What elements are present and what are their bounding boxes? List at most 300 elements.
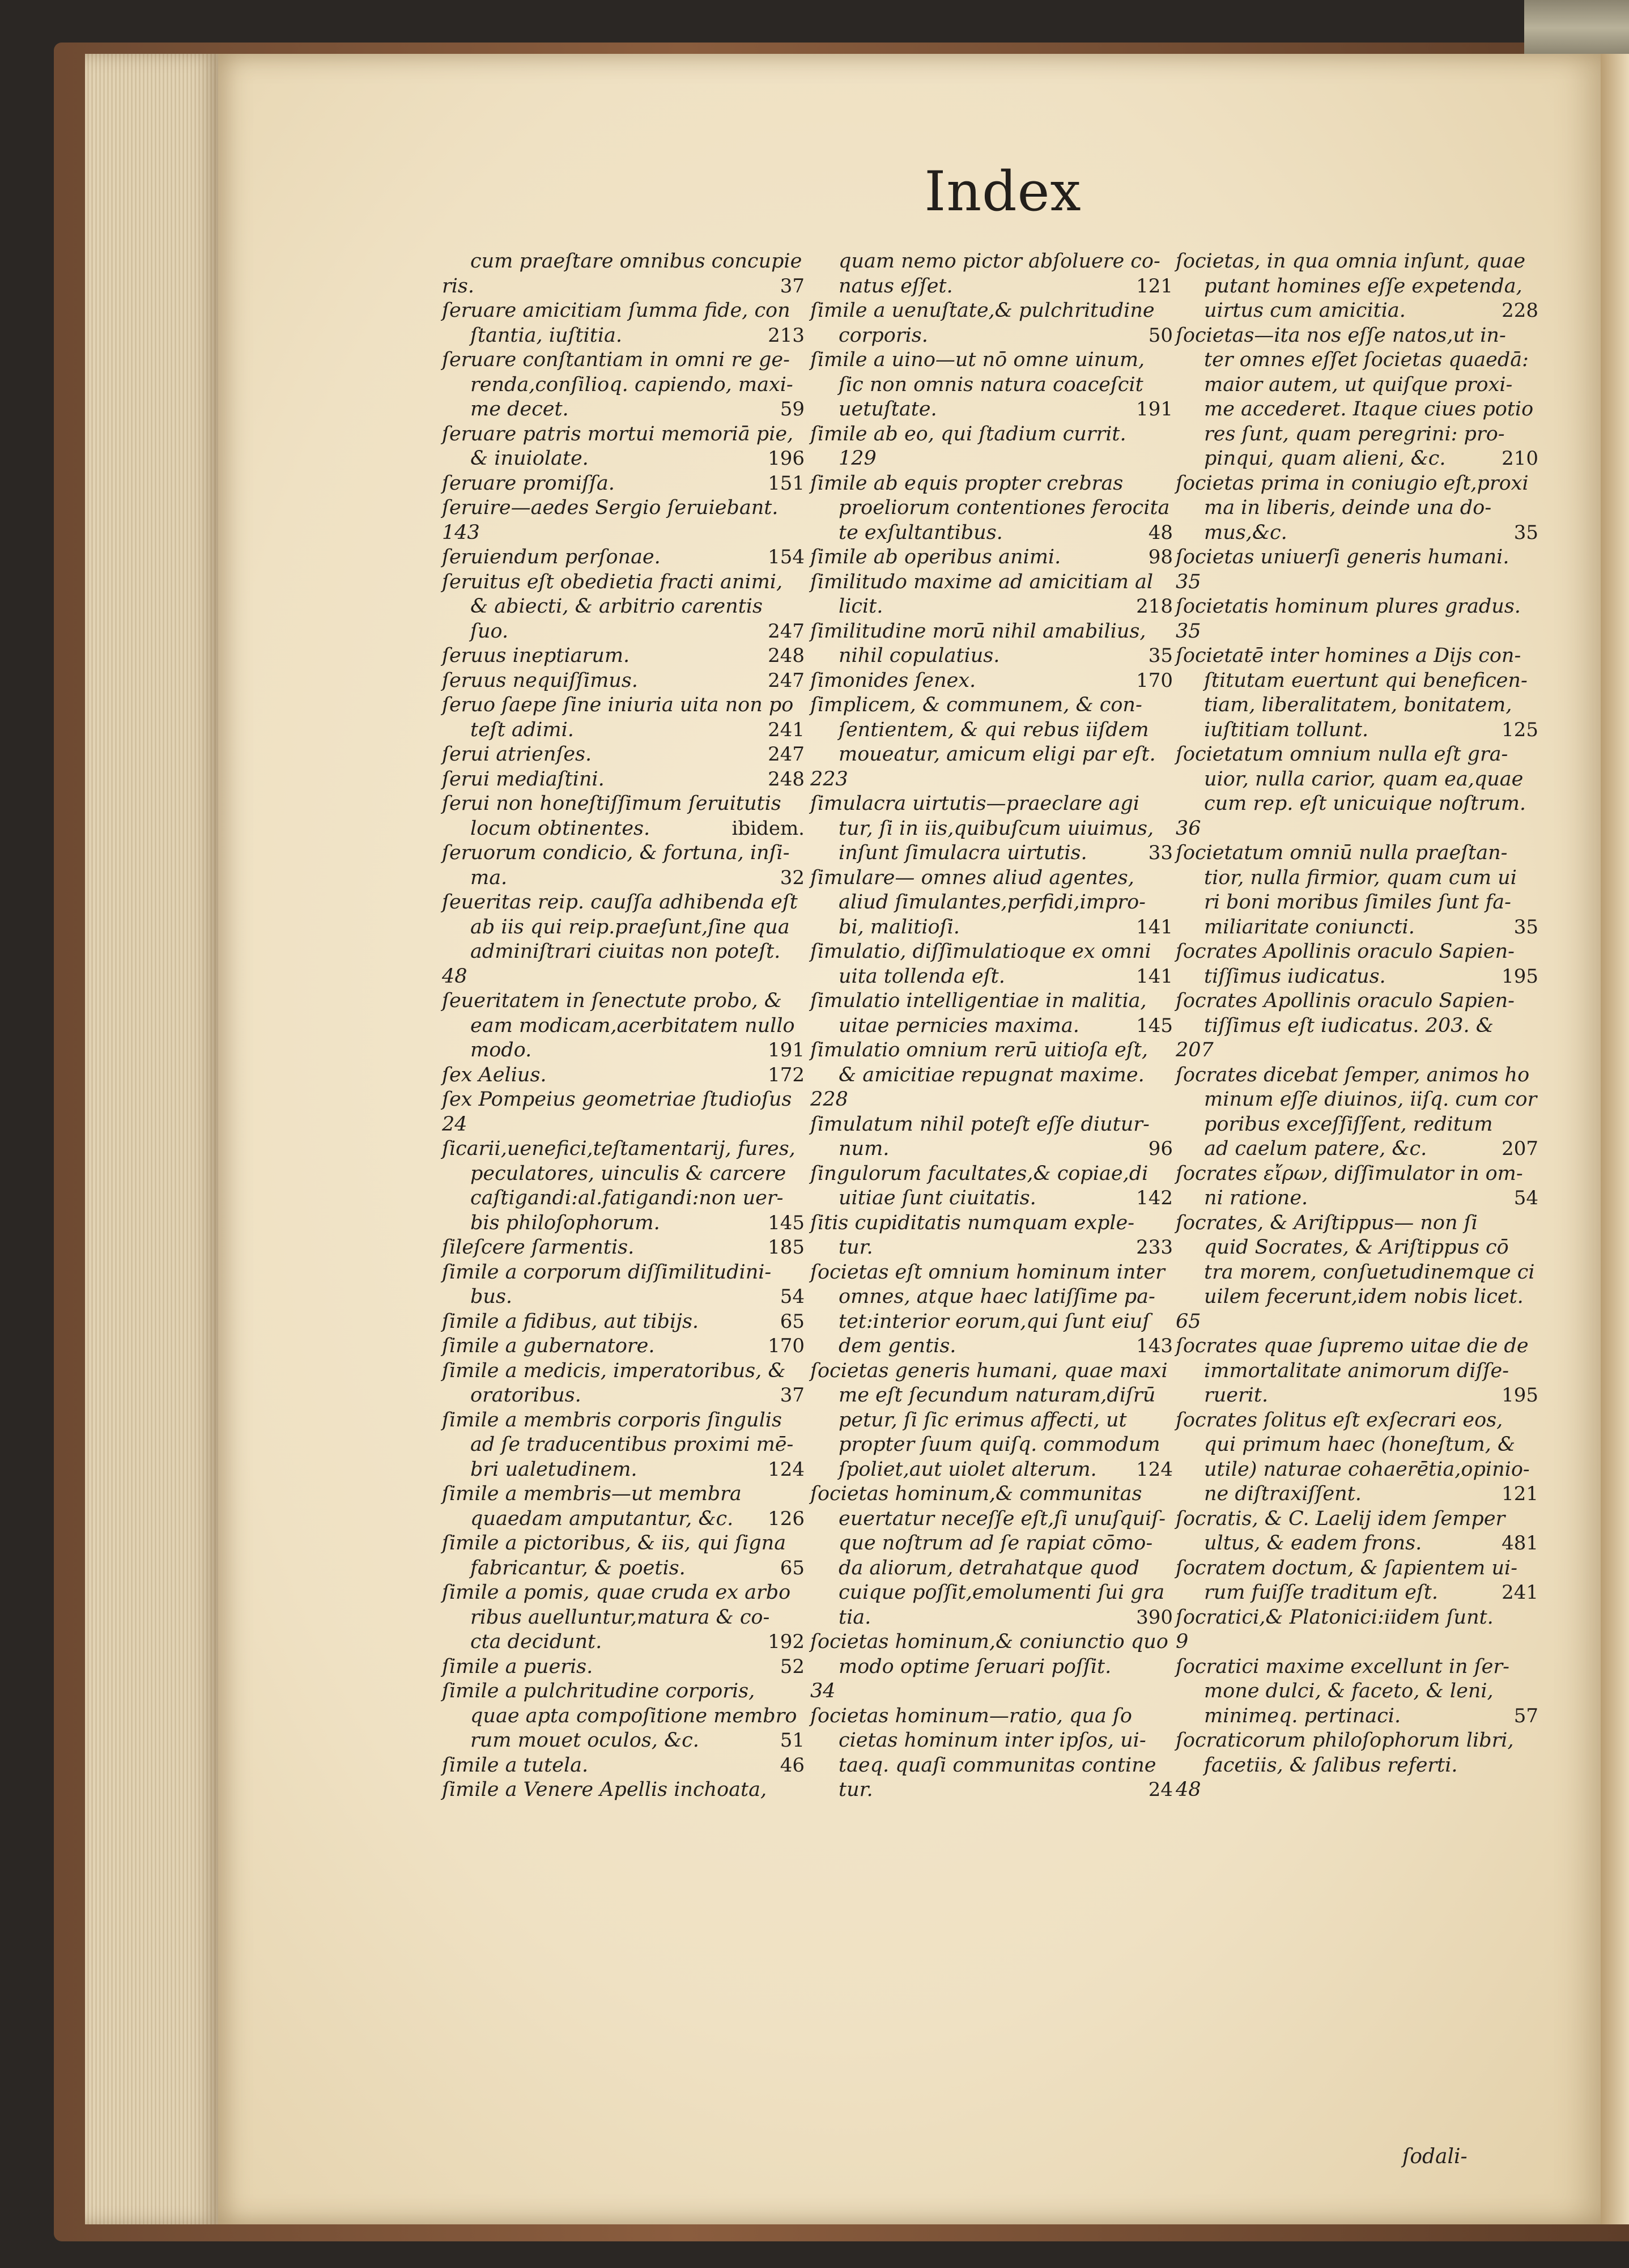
index-entry-text: ſimulacra uirtutis—praeclare agi	[810, 792, 1139, 815]
index-entry-text: ſimilitudo maxime ad amicitiam al	[810, 570, 1154, 593]
index-entry-text: ſeruitus eſt obedietia fracti animi,	[442, 570, 783, 593]
index-line	[442, 1606, 805, 1630]
index-entry-text: ſocietatum omnium nulla eſt gra-	[1176, 743, 1508, 766]
index-line	[1176, 447, 1538, 472]
index-line	[1176, 324, 1538, 349]
index-entry-text: ſitis cupiditatis numquam exple-	[810, 1211, 1135, 1234]
index-entry-text: ſimile a membris corporis ſingulis	[442, 1408, 782, 1432]
index-entry-text: ſocietas uniuerſi generis humani.	[1176, 546, 1509, 568]
page-reference: 195	[1502, 1384, 1538, 1407]
index-line	[810, 767, 1173, 792]
page-reference: 124	[768, 1458, 805, 1481]
index-entry-text: minimeq. pertinaci.	[1204, 1704, 1401, 1727]
index-entry-text: immortalitate animorum diſſe-	[1204, 1359, 1509, 1382]
index-entry-text: ultus, & eadem frons.	[1204, 1532, 1422, 1555]
index-entry-text: quid Socrates, & Ariſtippus cō	[1204, 1236, 1509, 1259]
index-entry-text: ſimile a tutela.	[442, 1753, 589, 1777]
index-line	[810, 1063, 1173, 1088]
index-entry-text: & abiecti, & arbitrio carentis	[470, 595, 763, 618]
index-line	[442, 1235, 805, 1260]
index-entry-text: bri ualetudinem.	[470, 1458, 637, 1481]
page-reference: 37	[780, 1384, 805, 1407]
index-entry-text: ſeruare patris mortui memoriā pie,	[442, 422, 794, 445]
index-entry-text: minum eſſe diuinos, iiſq. cum cor	[1204, 1088, 1537, 1111]
index-entry-text: num.	[839, 1137, 890, 1160]
index-line	[1176, 1531, 1538, 1556]
page-reference: 50	[1148, 324, 1173, 347]
index-entry-text: uilem fecerunt,idem nobis licet.	[1204, 1285, 1524, 1308]
index-line	[1176, 841, 1538, 866]
index-entry-text: euertatur neceſſe eſt,ſi unuſquiſ-	[839, 1507, 1166, 1530]
index-line	[810, 1482, 1173, 1507]
index-line	[810, 1285, 1173, 1310]
index-line	[442, 1088, 805, 1112]
index-line	[442, 1260, 805, 1285]
index-entry-text: ad ſe traducentibus proximi mē-	[470, 1433, 794, 1456]
index-line	[442, 1679, 805, 1704]
index-line	[810, 1630, 1173, 1655]
index-entry-text: ſimile a medicis, imperatoribus, &	[442, 1359, 786, 1382]
index-line	[1176, 373, 1538, 398]
page-reference: 191	[1136, 398, 1173, 421]
index-line	[442, 447, 805, 472]
index-line	[1176, 989, 1538, 1014]
index-line	[1176, 1581, 1538, 1606]
index-entry-text: tra morem, conſuetudinemque ci	[1204, 1260, 1535, 1284]
index-line	[442, 324, 805, 349]
index-line	[1176, 1728, 1538, 1753]
index-entry-text: ad caelum patere, &c.	[1204, 1137, 1427, 1160]
index-entry-text: ſocrates Apollinis oraculo Sapien-	[1176, 940, 1515, 963]
index-line	[810, 496, 1173, 521]
index-line	[442, 1433, 805, 1458]
index-line	[442, 1531, 805, 1556]
index-entry-text: bi, malitioſi.	[839, 915, 960, 938]
index-line	[442, 545, 805, 570]
index-entry-text: & inuiolate.	[470, 447, 589, 470]
index-line	[810, 1433, 1173, 1458]
index-line	[1176, 742, 1538, 767]
page-reference: 35	[1513, 521, 1538, 544]
index-entry-text: ſocrates εἴρων, diſſimulator in om-	[1176, 1162, 1523, 1185]
index-entry-text: moueatur, amicum eligi par eſt.	[839, 743, 1156, 766]
index-line	[1176, 1433, 1538, 1458]
index-line	[442, 767, 805, 792]
index-line	[442, 742, 805, 767]
page-reference: 65	[780, 1310, 805, 1333]
index-entry-text: petur, ſi ſic erimus affecti, ut	[839, 1408, 1127, 1432]
index-entry-text: poribus exceſſiſſent, reditum	[1204, 1112, 1493, 1136]
index-line	[1176, 940, 1538, 965]
index-line	[442, 1458, 805, 1483]
index-entry-text: ſeruire—aedes Sergio ſeruiebant.	[442, 496, 779, 519]
index-line	[810, 1408, 1173, 1433]
page-reference: 143	[1136, 1335, 1173, 1357]
page-reference: 125	[1502, 718, 1538, 741]
index-entry-text: 207	[1176, 1039, 1214, 1061]
page-reference: 247	[768, 743, 805, 766]
index-line	[810, 348, 1173, 373]
index-entry-text: tiam, liberalitatem, bonitatem,	[1204, 694, 1512, 716]
index-entry-text: dem gentis.	[839, 1335, 956, 1357]
index-entry-text: cum praeſtare omnibus concupie	[470, 250, 802, 273]
index-line	[810, 1507, 1173, 1532]
index-line	[810, 965, 1173, 989]
index-entry-text: propter ſuum quiſq. commodum	[839, 1433, 1160, 1456]
index-entry-text: locum obtinentes.	[470, 817, 650, 840]
index-line	[1176, 1162, 1538, 1187]
index-entry-text: ſocrates ſolitus eſt exſecrari eos,	[1176, 1408, 1503, 1432]
index-line	[442, 1334, 805, 1359]
index-line	[810, 1753, 1173, 1778]
index-entry-text: ſocrates Apollinis oraculo Sapien-	[1176, 989, 1515, 1012]
index-entry-text: ſingulorum facultates,& copiae,di	[810, 1162, 1149, 1185]
index-line	[442, 841, 805, 866]
index-line	[442, 989, 805, 1014]
index-line	[1176, 1408, 1538, 1433]
index-line	[442, 1507, 805, 1532]
index-line	[442, 718, 805, 743]
index-line	[1176, 1038, 1538, 1063]
index-entry-text: ſeruare amicitiam ſumma fide, con	[442, 299, 790, 322]
index-entry-text: ſimulatio omnium rerū uitioſa eſt,	[810, 1039, 1148, 1061]
index-line	[810, 1235, 1173, 1260]
index-entry-text: ſeruorum condicio, & fortuna, inſi-	[442, 842, 790, 864]
page-reference: 32	[780, 866, 805, 889]
index-line	[810, 1556, 1173, 1581]
index-line	[1176, 1679, 1538, 1704]
index-line	[810, 1581, 1173, 1606]
index-line	[1176, 274, 1538, 299]
page-reference: 248	[768, 644, 805, 667]
index-entry-text: ſeruo ſaepe ſine iniuria uita non po	[442, 694, 794, 716]
index-line	[442, 693, 805, 718]
index-line	[810, 890, 1173, 915]
index-line	[1176, 545, 1538, 570]
index-entry-text: ſerui mediaſtini.	[442, 767, 605, 791]
index-line	[1176, 915, 1538, 940]
index-entry-text: omnes, atque haec latiſſime pa-	[839, 1285, 1155, 1308]
index-entry-text: renda,conſilioq. capiendo, maxi-	[470, 373, 793, 396]
index-entry-text: ſimile a Venere Apellis inchoata,	[442, 1778, 767, 1801]
index-line	[1176, 521, 1538, 546]
index-column-2	[810, 249, 1173, 1803]
index-line	[810, 915, 1173, 940]
index-entry-text: teſt adimi.	[470, 718, 574, 741]
index-entry-text: ſimonides ſenex.	[810, 669, 976, 692]
index-line	[1176, 1334, 1538, 1359]
index-entry-text: ſimulatio intelligentiae in malitia,	[810, 989, 1147, 1012]
index-line	[810, 1778, 1173, 1803]
page-reference: 192	[768, 1630, 805, 1653]
index-line	[810, 373, 1173, 398]
index-entry-text: tia.	[839, 1606, 871, 1629]
page-reference: 170	[768, 1335, 805, 1357]
page-reference: 247	[768, 619, 805, 643]
index-line	[1176, 1088, 1538, 1112]
index-line	[442, 1383, 805, 1408]
index-line	[442, 915, 805, 940]
index-line	[1176, 669, 1538, 694]
index-line	[810, 817, 1173, 842]
index-entry-text: ſimile a gubernatore.	[442, 1335, 655, 1357]
index-entry-text: que noſtrum ad ſe rapiat cōmo-	[839, 1532, 1153, 1555]
index-line	[442, 373, 805, 398]
index-entry-text: uior, nulla carior, quam ea,quae	[1204, 767, 1524, 791]
index-line	[810, 594, 1173, 619]
index-line	[1176, 1753, 1538, 1778]
index-entry-text: proeliorum contentiones ferocita	[839, 496, 1170, 519]
index-entry-text: 223	[810, 767, 848, 791]
index-line	[1176, 1482, 1538, 1507]
index-line	[442, 397, 805, 422]
index-line	[442, 866, 805, 891]
index-line	[810, 1014, 1173, 1039]
page-reference: 141	[1136, 965, 1173, 988]
index-entry-text: modo optime ſeruari poſſit.	[839, 1655, 1112, 1678]
index-line	[810, 693, 1173, 718]
index-entry-text: 228	[810, 1088, 848, 1111]
index-column-3	[1176, 249, 1538, 1803]
index-entry-text: ſuo.	[470, 619, 509, 643]
index-entry-text: 35	[1176, 619, 1201, 643]
index-line	[1176, 348, 1538, 373]
index-entry-text: ſic non omnis natura coaceſcit	[839, 373, 1143, 396]
index-line	[810, 669, 1173, 694]
page-reference: 210	[1502, 447, 1538, 470]
index-line	[810, 1728, 1173, 1753]
page-reference: 241	[768, 718, 805, 741]
index-entry-text: ſerui non honeſtiſſimum ſeruitutis	[442, 792, 781, 815]
index-line	[442, 1655, 805, 1680]
page-reference: 390	[1136, 1606, 1173, 1629]
index-line	[810, 397, 1173, 422]
page-reference: 151	[768, 472, 805, 495]
index-entry-text: ſimulare— omnes aliud agentes,	[810, 866, 1134, 889]
index-entry-text: ſtitutam euertunt qui beneficen-	[1204, 669, 1528, 692]
index-entry-text: 143	[442, 521, 480, 544]
index-line	[1176, 965, 1538, 989]
index-entry-text: me accederet. Itaque ciues potio	[1204, 398, 1534, 421]
index-entry-text: ſocietatis hominum plures gradus.	[1176, 595, 1521, 618]
index-entry-text: tior, nulla firmior, quam cum ui	[1204, 866, 1517, 889]
index-line	[442, 594, 805, 619]
index-entry-text: ſeueritas reip. cauſſa adhibenda eſt	[442, 891, 798, 914]
index-line	[810, 1038, 1173, 1063]
index-line	[442, 965, 805, 989]
index-line	[1176, 1778, 1538, 1803]
index-line	[810, 472, 1173, 496]
index-line	[1176, 397, 1538, 422]
index-line	[810, 718, 1173, 743]
facing-page-edge	[1601, 54, 1629, 2224]
index-line	[1176, 767, 1538, 792]
index-entry-text: ſerui atrienſes.	[442, 743, 592, 766]
page-reference: 51	[780, 1729, 805, 1752]
index-entry-text: qui primum haec (honeſtum, &	[1204, 1433, 1516, 1456]
index-entry-text: 35	[1176, 570, 1201, 593]
index-entry-text: uetuſtate.	[839, 398, 937, 421]
index-entry-text: ſocietas hominum,& communitas	[810, 1483, 1142, 1505]
index-line	[810, 742, 1173, 767]
index-line	[810, 570, 1173, 595]
page-reference: 141	[1136, 915, 1173, 938]
index-entry-text: ne diſtraxiſſent.	[1204, 1483, 1362, 1505]
page-reference: 233	[1136, 1236, 1173, 1259]
index-line	[442, 940, 805, 965]
index-entry-text: quae apta compoſitione membro	[470, 1704, 797, 1727]
index-entry-text: ſex Pompeius geometriae ſtudioſus	[442, 1088, 792, 1111]
index-entry-text: ſocratis, & C. Laelij idem ſemper	[1176, 1507, 1505, 1530]
index-entry-text: ſeruare promiſſa.	[442, 472, 615, 495]
index-entry-text: corporis.	[839, 324, 928, 347]
index-line	[442, 644, 805, 669]
index-entry-text: ſocietas prima in coniugio eſt,proxi	[1176, 472, 1529, 495]
page-reference: 121	[1502, 1483, 1538, 1505]
index-entry-text: ſentientem, & qui rebus iiſdem	[839, 718, 1149, 741]
page-reference: 126	[768, 1507, 805, 1530]
index-line	[1176, 1556, 1538, 1581]
index-line	[442, 890, 805, 915]
index-line	[1176, 472, 1538, 496]
index-entry-text: ſex Aelius.	[442, 1063, 547, 1086]
index-entry-text: uirtus cum amicitia.	[1204, 299, 1406, 322]
index-entry-text: & amicitiae repugnat maxime.	[839, 1063, 1145, 1086]
page-reference: 52	[780, 1655, 805, 1678]
index-entry-text: ſimile ab equis propter crebras	[810, 472, 1124, 495]
index-entry-text: putant homines eſſe expetenda,	[1204, 274, 1522, 298]
index-line	[810, 644, 1173, 669]
page-reference: 170	[1136, 669, 1173, 692]
index-entry-text: cta decidunt.	[470, 1630, 602, 1653]
page-reference: 96	[1148, 1137, 1173, 1160]
index-line	[810, 447, 1173, 472]
index-entry-text: peculatores, uinculis & carcere	[470, 1162, 786, 1185]
index-entry-text: ſimilitudine morū nihil amabilius,	[810, 619, 1146, 643]
index-line	[442, 792, 805, 817]
page-edges	[85, 54, 221, 2224]
index-entry-text: miliaritate coniuncti.	[1204, 915, 1415, 938]
index-line	[1176, 1383, 1538, 1408]
index-line	[810, 1606, 1173, 1630]
index-line	[442, 817, 805, 842]
index-entry-text: ſocraticorum philoſophorum libri,	[1176, 1729, 1514, 1752]
page-reference: 57	[1513, 1704, 1538, 1727]
index-line	[1176, 619, 1538, 644]
index-line	[1176, 644, 1538, 669]
index-line	[1176, 249, 1538, 274]
index-entry-text: natus eſſet.	[839, 274, 953, 298]
index-line	[810, 1334, 1173, 1359]
index-line	[442, 1186, 805, 1211]
page-reference: 218	[1136, 595, 1173, 618]
index-entry-text: modo.	[470, 1039, 532, 1061]
index-entry-text: ſimile a uenuſtate,& pulchritudine	[810, 299, 1155, 322]
page-reference: 124	[1136, 1458, 1173, 1481]
index-entry-text: ſocietas generis humani, quae maxi	[810, 1359, 1168, 1382]
index-entry-text: cuique poſſit,emolumenti ſui gra	[839, 1581, 1165, 1604]
index-line	[1176, 1137, 1538, 1162]
index-line	[810, 1112, 1173, 1137]
page-reference: 54	[1513, 1187, 1538, 1209]
index-line	[810, 1186, 1173, 1211]
index-entry-text: ſocietas hominum—ratio, qua ſo	[810, 1704, 1132, 1727]
index-entry-text: ſocratici maxime excellunt in ſer-	[1176, 1655, 1509, 1678]
index-line	[442, 1482, 805, 1507]
page-reference: 54	[780, 1285, 805, 1308]
index-line	[810, 1458, 1173, 1483]
index-entry-text: caſtigandi:al.fatigandi:non uer-	[470, 1187, 784, 1209]
index-line	[810, 1655, 1173, 1680]
index-line	[442, 1704, 805, 1729]
index-entry-text: ſimile a fidibus, aut tibijs.	[442, 1310, 699, 1333]
index-entry-text: ſocietatum omniū nulla praeſtan-	[1176, 842, 1508, 864]
index-line	[442, 619, 805, 644]
index-entry-text: fabricantur, & poetis.	[470, 1556, 686, 1579]
index-line	[442, 1753, 805, 1778]
index-line	[1176, 594, 1538, 619]
index-entry-text: eam modicam,acerbitatem nullo	[470, 1014, 795, 1037]
index-entry-text: utile) naturae cohaerētia,opinio-	[1204, 1458, 1530, 1481]
index-entry-text: adminiſtrari ciuitas non poteſt.	[470, 940, 781, 963]
index-entry-text: oratoribus.	[470, 1384, 581, 1407]
index-entry-text: ruerit.	[1204, 1384, 1269, 1407]
index-line	[1176, 1606, 1538, 1630]
index-entry-text: ſocietas—ita nos eſſe natos,ut in-	[1176, 324, 1506, 347]
index-entry-text: ſocrates dicebat ſemper, animos ho	[1176, 1063, 1530, 1086]
index-line	[442, 1408, 805, 1433]
index-entry-text: me decet.	[470, 398, 569, 421]
index-line	[810, 1383, 1173, 1408]
index-entry-text: ni ratione.	[1204, 1187, 1308, 1209]
index-line	[810, 841, 1173, 866]
index-entry-text: ſimulatum nihil poteſt eſſe diutur-	[810, 1112, 1150, 1136]
page-reference: 213	[768, 324, 805, 347]
index-entry-text: ſimile a pueris.	[442, 1655, 593, 1678]
index-entry-text: iuſtitiam tollunt.	[1204, 718, 1369, 741]
index-line	[1176, 1310, 1538, 1335]
index-entry-text: 129	[839, 447, 877, 470]
page-reference: 172	[768, 1063, 805, 1086]
index-line	[1176, 1704, 1538, 1729]
index-line	[442, 669, 805, 694]
index-entry-text: tur, ſi in iis,quibuſcum uiuimus,	[839, 817, 1154, 840]
index-entry-text: ri boni moribus ſimiles ſunt fa-	[1204, 891, 1512, 914]
index-entry-text: ſeruus nequiſſimus.	[442, 669, 638, 692]
index-entry-text: ſeueritatem in ſenectute probo, &	[442, 989, 782, 1012]
index-entry-text: ſocietas hominum,& coniunctio quo	[810, 1630, 1168, 1653]
index-entry-text: tet:interior eorum,qui ſunt eiuſ	[839, 1310, 1150, 1333]
index-line	[810, 940, 1173, 965]
index-line	[810, 1679, 1173, 1704]
index-line	[1176, 496, 1538, 521]
index-entry-text: ſimile a membris—ut membra	[442, 1483, 742, 1505]
page-reference: 481	[1502, 1532, 1538, 1555]
page-reference: 196	[768, 447, 805, 470]
index-entry-text: ſimile a uino—ut nō omne uinum,	[810, 349, 1145, 371]
index-line	[442, 348, 805, 373]
index-entry-text: uitae pernicies maxima.	[839, 1014, 1079, 1037]
index-line	[1176, 1458, 1538, 1483]
index-line	[1176, 1112, 1538, 1137]
index-line	[1176, 866, 1538, 891]
index-line	[442, 299, 805, 324]
page-reference: 248	[768, 767, 805, 791]
index-entry-text: inſunt ſimulacra uirtutis.	[839, 842, 1087, 864]
page-reference: 59	[780, 398, 805, 421]
index-line	[810, 299, 1173, 324]
index-entry-text: mone dulci, & faceto, & leni,	[1204, 1680, 1494, 1702]
